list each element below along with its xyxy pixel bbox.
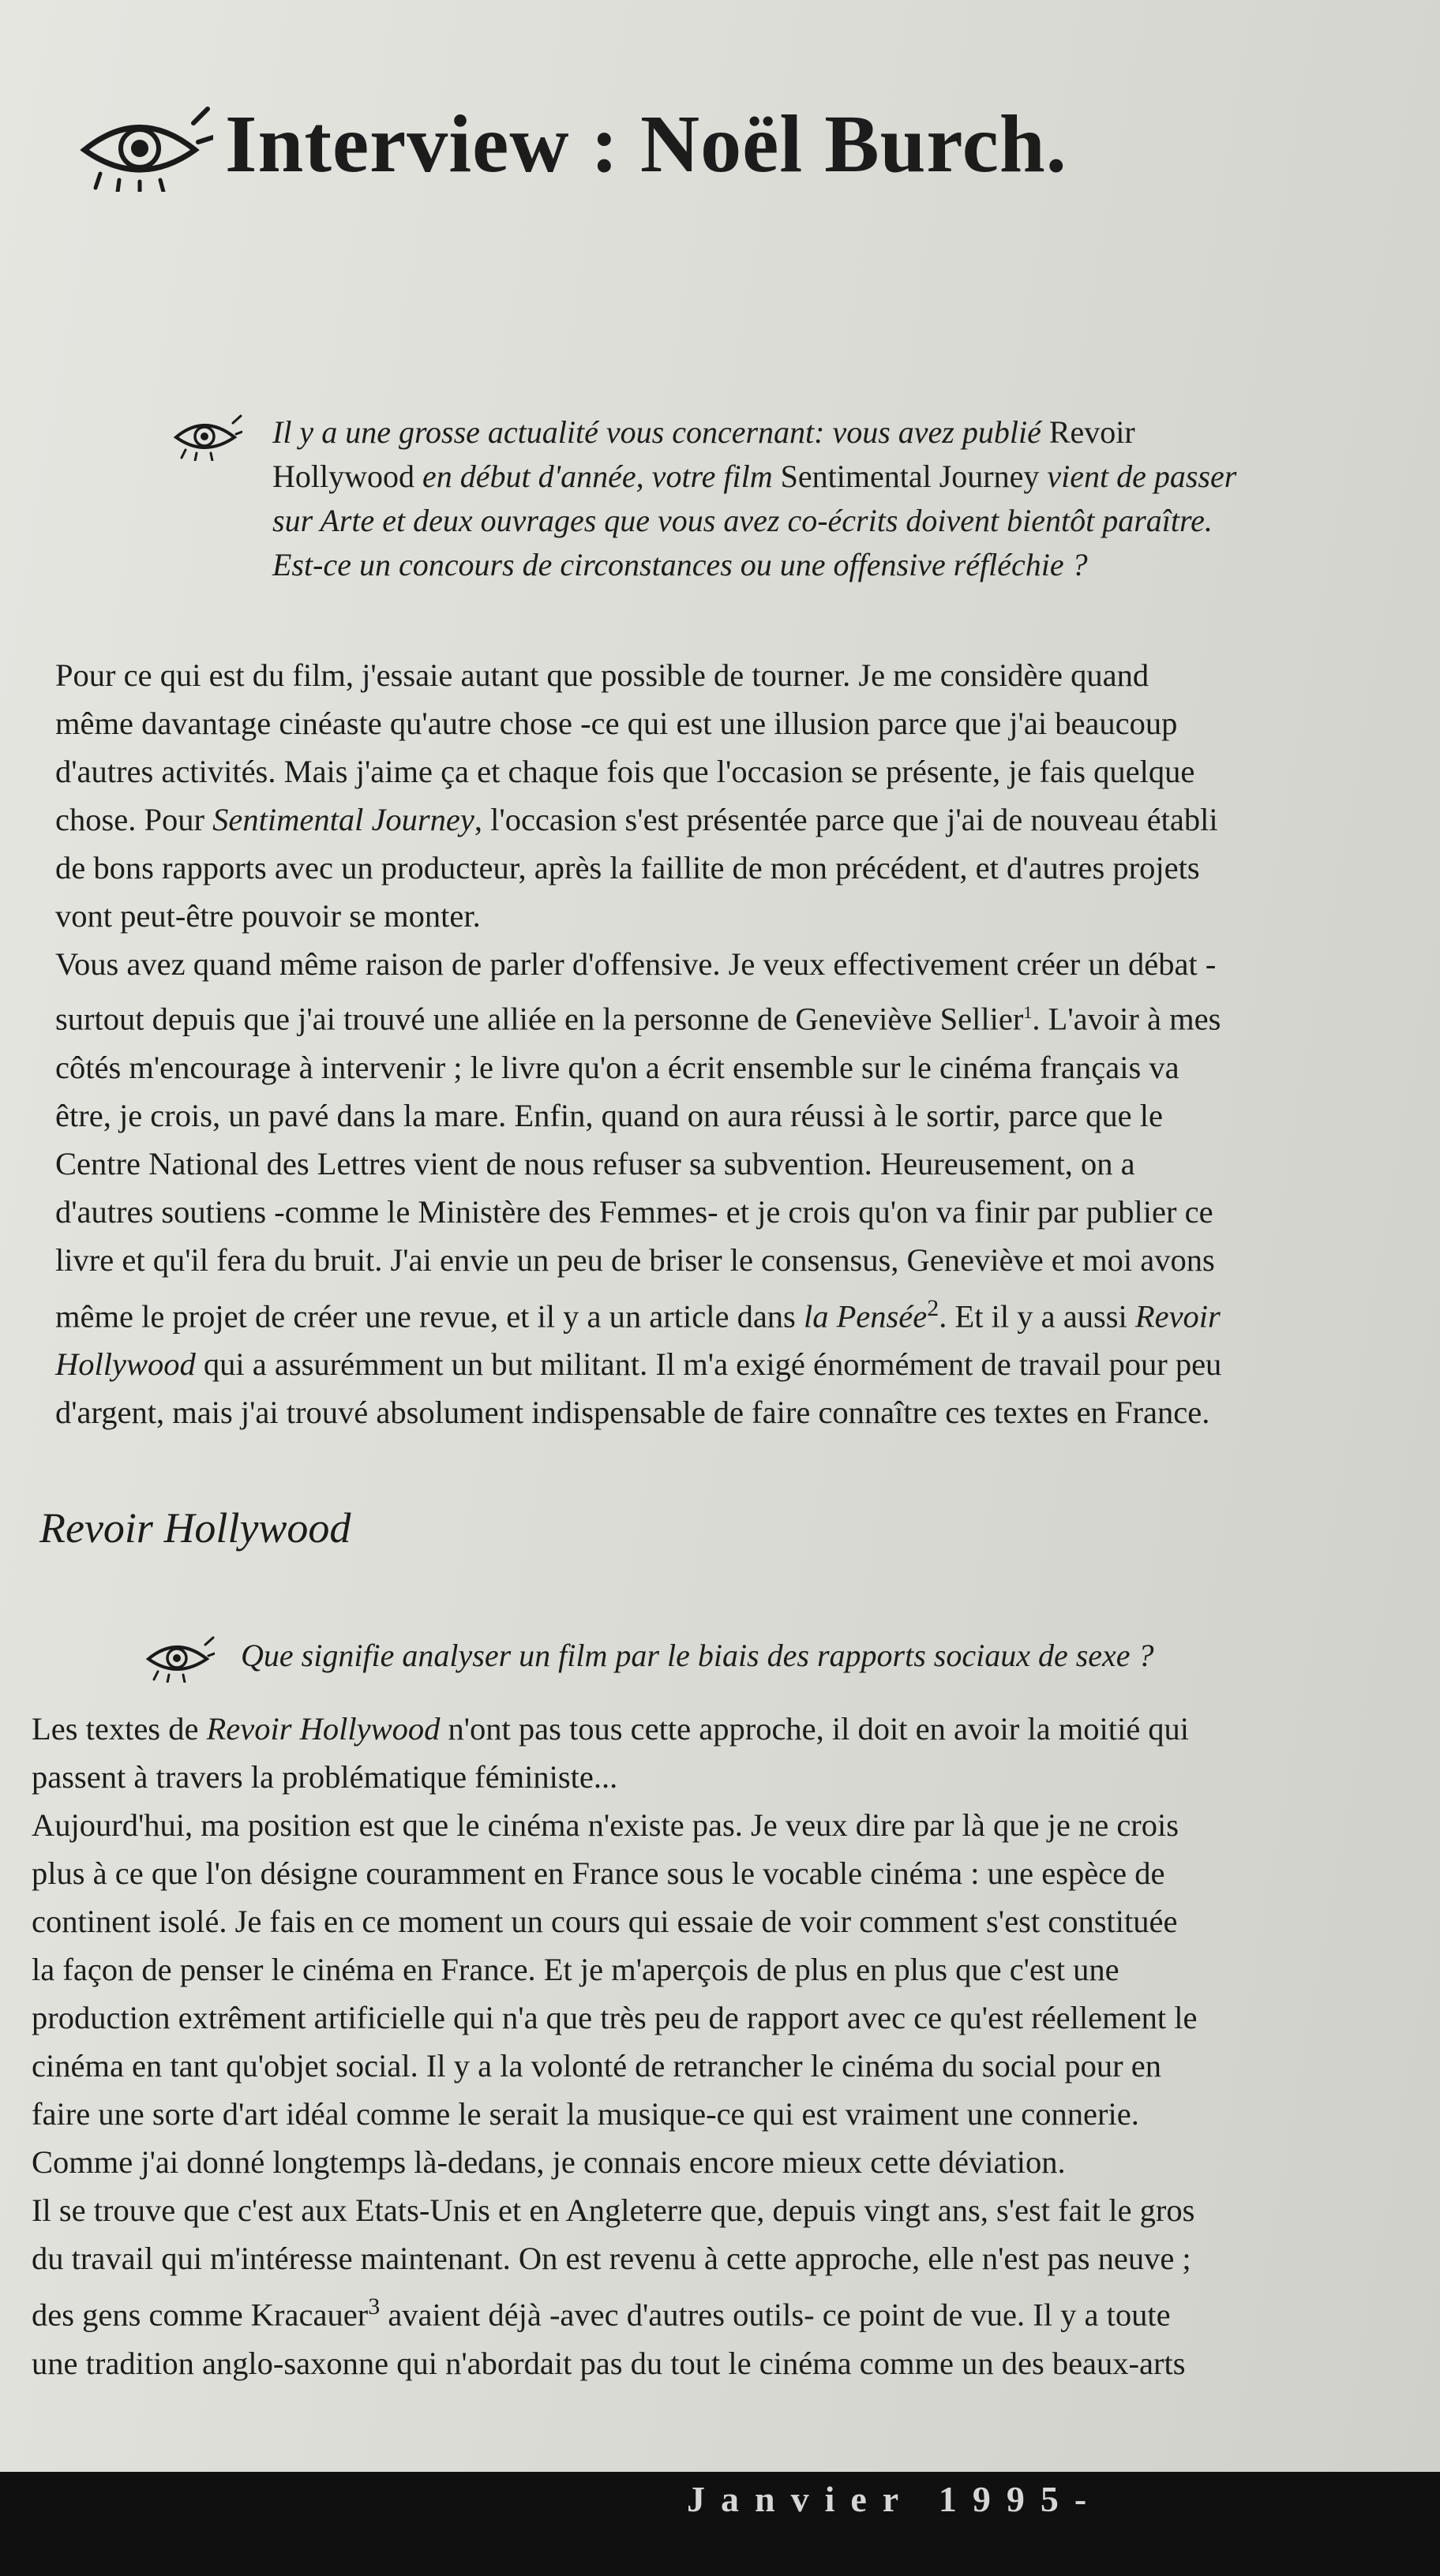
answer-line: continent isolé. Je fais en ce moment un cours qui essaie de voir comment s'est constituée — [32, 1904, 1178, 1939]
answer-line: chose. Pour Sentimental Journey, l'occasion s'est présentée parce que j'ai de nouveau établi — [55, 802, 1218, 837]
answer-line: d'argent, mais j'ai trouvé absolument indispensable de faire connaître ces textes en France. — [55, 1395, 1210, 1430]
answer-line: Pour ce qui est du film, j'essaie autant que possible de tourner. Je me considère quand — [55, 657, 1149, 693]
answer-line: Vous avez quand même raison de parler d'offensive. Je veux effectivement créer un débat - — [55, 946, 1217, 982]
question-2 — [241, 1634, 1425, 1678]
answer-line: Comme j'ai donné longtemps là-dedans, je connais encore mieux cette déviation. — [32, 2144, 1066, 2180]
answer-line: cinéma en tant qu'objet social. Il y a la volonté de retrancher le cinéma du social pour en — [32, 2048, 1161, 2084]
answer-line: faire une sorte d'art idéal comme le serait la musique-ce qui est vraiment une connerie. — [32, 2096, 1139, 2132]
answer-line: être, je crois, un pavé dans la mare. Enfin, quand on aura réussi à le sortir, parce que le — [55, 1097, 1163, 1133]
answer-line: surtout depuis que j'ai trouvé une alliée en la personne de Geneviève Sellier$^1$. L'avoir à mes — [55, 1001, 1221, 1037]
answer-line: la façon de penser le cinéma en France. Et je m'aperçois de plus en plus que c'est une — [32, 1952, 1119, 1987]
answer-line: production extrêment artificielle qui n'a que très peu de rapport avec ce qu'est réellement le — [32, 2000, 1198, 2035]
answer-2 — [32, 1705, 1421, 2387]
eye-icon — [170, 412, 242, 461]
article-header — [75, 69, 1259, 204]
answer-line: du travail qui m'intéresse maintenant. On est revenu à cette approche, elle n'est pas neuve ; — [32, 2241, 1191, 2276]
answer-line: même davantage cinéaste qu'autre chose -ce qui est une illusion parce que j'ai beaucoup — [55, 706, 1178, 741]
article-title: Interview : Noël Burch. — [225, 99, 1067, 189]
footnote-ref: 2 — [927, 1294, 939, 1321]
issue-date: Janvier 1995- — [687, 2479, 1103, 2519]
answer-line: des gens comme Kracauer$^3$ avaient déjà -avec d'autres outils- ce point de vue. Il y a toute — [32, 2293, 1171, 2333]
answer-line: d'autres activités. Mais j'aime ça et chaque fois que l'occasion se présente, je fais quelque — [55, 754, 1195, 789]
footnote-ref: 3 — [368, 2293, 381, 2320]
section-title: Revoir Hollywood — [39, 1504, 351, 1552]
answer-line: même le projet de créer une revue, et il y a un article dans la Pensée$^2$. Et il y a aussi Revoir — [55, 1294, 1221, 1334]
answer-1 — [55, 651, 1405, 1436]
answer-line: une tradition anglo-saxonne qui n'abordait pas du tout le cinéma comme un des beaux-arts — [32, 2345, 1186, 2381]
question-line: Hollywood en début d'année, votre film Sentimental Journey vient de passer — [272, 459, 1237, 494]
answer-line: Hollywood qui a assurémment un but militant. Il m'a exigé énormément de travail pour peu — [55, 1346, 1222, 1382]
answer-line: Aujourd'hui, ma position est que le cinéma n'existe pas. Je veux dire par là que je ne crois — [32, 1807, 1179, 1843]
answer-line: Il se trouve que c'est aux Etats-Unis et en Angleterre que, depuis vingt ans, s'est fait le gros — [32, 2192, 1195, 2228]
footnote-ref: 1 — [1023, 1002, 1033, 1022]
answer-line: Les textes de Revoir Hollywood n'ont pas tous cette approche, il doit en avoir la moitié qui — [32, 1711, 1190, 1747]
answer-line: passent à travers la problématique féministe... — [32, 1759, 618, 1795]
question-line: Il y a une grosse actualité vous concernant: vous avez publié Revoir — [272, 414, 1135, 450]
answer-line: Centre National des Lettres vient de nous refuser sa subvention. Heureusement, on a — [55, 1145, 1135, 1181]
eye-icon — [142, 1634, 215, 1683]
answer-line: vont peut-être pouvoir se monter. — [55, 898, 481, 934]
question-line: Que signifie analyser un film par le biais des rapports sociaux de sexe ? — [241, 1638, 1154, 1673]
answer-line: plus à ce que l'on désigne couramment en France sous le vocable cinéma : une espèce de — [32, 1855, 1165, 1891]
question-1 — [272, 410, 1433, 587]
answer-line: côtés m'encourage à intervenir ; le livre qu'on a écrit ensemble sur le cinéma français va — [55, 1049, 1179, 1085]
answer-line: livre et qu'il fera du bruit. J'ai envie un peu de briser le consensus, Geneviève et moi avons — [55, 1241, 1215, 1278]
answer-line: de bons rapports avec un producteur, après la faillite de mon précédent, et d'autres projets — [55, 850, 1200, 886]
answer-line: d'autres soutiens -comme le Ministère des Femmes- et je crois qu'on va finir par publier ce — [55, 1193, 1213, 1230]
question-line: Est-ce un concours de circonstances ou une offensive réfléchie ? — [272, 547, 1088, 582]
question-line: sur Arte et deux ouvrages que vous avez co-écrits doivent bientôt paraître. — [272, 503, 1213, 538]
eye-icon — [75, 101, 213, 192]
